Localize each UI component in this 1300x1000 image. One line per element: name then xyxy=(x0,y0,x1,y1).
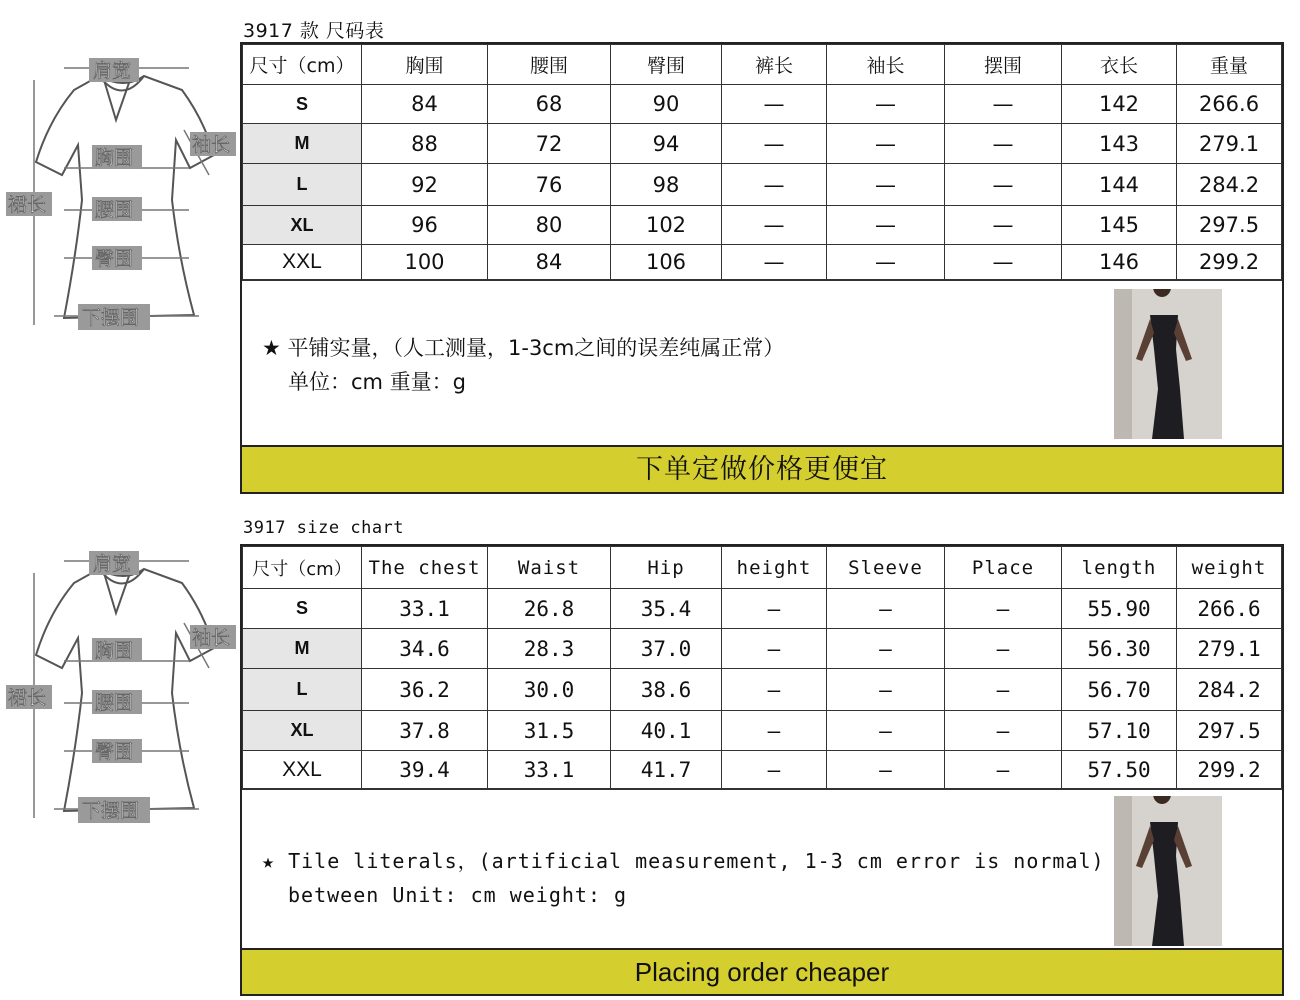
value-cell: — xyxy=(945,629,1062,669)
label-sleeve: 袖长 xyxy=(192,627,231,649)
value-cell: 297.5 xyxy=(1177,711,1282,751)
value-cell: — xyxy=(722,164,827,206)
value-cell: 299.2 xyxy=(1177,245,1282,280)
value-cell: — xyxy=(945,711,1062,751)
value-cell: — xyxy=(722,206,827,245)
header-chest: 胸围 xyxy=(362,45,488,85)
size-cell: XL xyxy=(243,206,362,245)
header-hip: 臀围 xyxy=(611,45,722,85)
value-cell: — xyxy=(827,669,945,711)
header-weight: weight xyxy=(1177,547,1282,589)
label-waist: 腰围 xyxy=(95,692,134,714)
table-header-row xyxy=(243,45,1282,85)
value-cell: 39.4 xyxy=(362,751,488,789)
dress-sketch xyxy=(4,543,240,873)
label-hem: 下摆围 xyxy=(82,800,140,822)
value-cell: 144 xyxy=(1062,164,1177,206)
value-cell: 90 xyxy=(611,85,722,124)
label-hem: 下摆围 xyxy=(82,307,140,329)
note-line-1: ★ 平铺实量，（人工测量，1-3cm之间的误差纯属正常） xyxy=(262,336,785,360)
value-cell: 145 xyxy=(1062,206,1177,245)
value-cell: 31.5 xyxy=(488,711,611,751)
measurement-note xyxy=(242,280,1282,445)
label-waist: 腰围 xyxy=(95,199,134,221)
value-cell: — xyxy=(827,751,945,789)
value-cell: — xyxy=(945,589,1062,629)
value-cell: — xyxy=(827,245,945,280)
size-cell: S xyxy=(243,85,362,124)
table-row xyxy=(243,589,1282,629)
header-size: 尺寸（cm） xyxy=(243,45,362,85)
value-cell: 299.2 xyxy=(1177,751,1282,789)
value-cell: 100 xyxy=(362,245,488,280)
label-hip: 臀围 xyxy=(95,741,134,763)
value-cell: — xyxy=(945,751,1062,789)
table-row xyxy=(243,85,1282,124)
value-cell: 96 xyxy=(362,206,488,245)
header-waist: Waist xyxy=(488,547,611,589)
value-cell: — xyxy=(827,629,945,669)
note-line-2: 单位：cm 重量：g xyxy=(288,370,467,394)
promo-banner: 下单定做价格更便宜 xyxy=(242,445,1282,492)
header-sleeve: Sleeve xyxy=(827,547,945,589)
value-cell: 26.8 xyxy=(488,589,611,629)
value-cell: 92 xyxy=(362,164,488,206)
size-table xyxy=(242,546,1282,789)
value-cell: — xyxy=(945,164,1062,206)
value-cell: 38.6 xyxy=(611,669,722,711)
value-cell: — xyxy=(945,206,1062,245)
value-cell: 266.6 xyxy=(1177,85,1282,124)
label-length: 裙长 xyxy=(8,687,47,709)
value-cell: 72 xyxy=(488,124,611,164)
value-cell: — xyxy=(722,711,827,751)
value-cell: — xyxy=(945,669,1062,711)
header-length: 衣长 xyxy=(1062,45,1177,85)
value-cell: 143 xyxy=(1062,124,1177,164)
header-sleeve: 袖长 xyxy=(827,45,945,85)
value-cell: 56.30 xyxy=(1062,629,1177,669)
table-row xyxy=(243,669,1282,711)
value-cell: 40.1 xyxy=(611,711,722,751)
note-line-2: between Unit: cm weight: g xyxy=(288,883,628,907)
label-chest: 胸围 xyxy=(95,640,134,662)
garment-diagram xyxy=(4,543,240,873)
value-cell: — xyxy=(722,751,827,789)
header-waist: 腰围 xyxy=(488,45,611,85)
value-cell: 55.90 xyxy=(1062,589,1177,629)
value-cell: 57.50 xyxy=(1062,751,1177,789)
value-cell: 34.6 xyxy=(362,629,488,669)
size-cell: XL xyxy=(243,711,362,751)
value-cell: — xyxy=(827,589,945,629)
size-cell: S xyxy=(243,589,362,629)
value-cell: — xyxy=(827,164,945,206)
measurement-note xyxy=(242,789,1282,948)
value-cell: 37.0 xyxy=(611,629,722,669)
table-row xyxy=(243,206,1282,245)
chart-title: 3917 款 尺码表 xyxy=(243,20,385,42)
value-cell: — xyxy=(722,124,827,164)
table-row xyxy=(243,245,1282,280)
value-cell: 28.3 xyxy=(488,629,611,669)
value-cell: 76 xyxy=(488,164,611,206)
label-length: 裙长 xyxy=(8,194,47,216)
table-row xyxy=(243,751,1282,789)
value-cell: — xyxy=(827,711,945,751)
value-cell: — xyxy=(722,589,827,629)
value-cell: 33.1 xyxy=(488,751,611,789)
note-text xyxy=(262,844,1105,912)
value-cell: — xyxy=(827,85,945,124)
size-cell: L xyxy=(243,669,362,711)
value-cell: 56.70 xyxy=(1062,669,1177,711)
value-cell: 146 xyxy=(1062,245,1177,280)
value-cell: 84 xyxy=(362,85,488,124)
value-cell: 35.4 xyxy=(611,589,722,629)
size-cell: M xyxy=(243,124,362,164)
value-cell: 106 xyxy=(611,245,722,280)
label-shoulder: 肩宽 xyxy=(93,60,132,82)
value-cell: 68 xyxy=(488,85,611,124)
header-pants-length: 裤长 xyxy=(722,45,827,85)
label-sleeve: 袖长 xyxy=(192,134,231,156)
value-cell: 33.1 xyxy=(362,589,488,629)
value-cell: 94 xyxy=(611,124,722,164)
header-weight: 重量 xyxy=(1177,45,1282,85)
value-cell: 80 xyxy=(488,206,611,245)
value-cell: 279.1 xyxy=(1177,124,1282,164)
value-cell: 284.2 xyxy=(1177,669,1282,711)
value-cell: 98 xyxy=(611,164,722,206)
value-cell: 30.0 xyxy=(488,669,611,711)
note-text xyxy=(262,331,784,399)
value-cell: — xyxy=(722,629,827,669)
value-cell: 41.7 xyxy=(611,751,722,789)
value-cell: 37.8 xyxy=(362,711,488,751)
value-cell: — xyxy=(722,245,827,280)
table-row xyxy=(243,629,1282,669)
size-table xyxy=(242,44,1282,280)
value-cell: 297.5 xyxy=(1177,206,1282,245)
value-cell: 279.1 xyxy=(1177,629,1282,669)
value-cell: 57.10 xyxy=(1062,711,1177,751)
value-cell: 84 xyxy=(488,245,611,280)
table-row xyxy=(243,711,1282,751)
header-height: height xyxy=(722,547,827,589)
value-cell: 88 xyxy=(362,124,488,164)
header-hip: Hip xyxy=(611,547,722,589)
size-table-sheet xyxy=(240,42,1284,494)
dress-sketch xyxy=(4,50,240,380)
value-cell: 36.2 xyxy=(362,669,488,711)
label-hip: 臀围 xyxy=(95,248,134,270)
size-table-sheet xyxy=(240,544,1284,996)
size-cell: M xyxy=(243,629,362,669)
note-line-1: ★ Tile literals，(artificial measurement, 1-3 cm error is normal) xyxy=(262,849,1105,873)
value-cell: 266.6 xyxy=(1177,589,1282,629)
value-cell: — xyxy=(945,85,1062,124)
header-hem: 摆围 xyxy=(945,45,1062,85)
header-place: Place xyxy=(945,547,1062,589)
header-size: 尺寸（cm） xyxy=(243,547,362,589)
value-cell: 142 xyxy=(1062,85,1177,124)
value-cell: — xyxy=(722,669,827,711)
header-length: length xyxy=(1062,547,1177,589)
promo-banner: Placing order cheaper xyxy=(242,948,1282,994)
value-cell: — xyxy=(945,245,1062,280)
value-cell: — xyxy=(827,206,945,245)
table-row xyxy=(243,164,1282,206)
value-cell: — xyxy=(722,85,827,124)
product-photo xyxy=(1114,289,1222,439)
table-header-row xyxy=(243,547,1282,589)
chart-title: 3917 size chart xyxy=(243,518,405,538)
header-chest: The chest xyxy=(362,547,488,589)
garment-diagram xyxy=(4,50,240,380)
value-cell: — xyxy=(827,124,945,164)
product-photo xyxy=(1114,796,1222,946)
size-cell: XXL xyxy=(243,245,362,280)
label-chest: 胸围 xyxy=(95,147,134,169)
table-row xyxy=(243,124,1282,164)
value-cell: 284.2 xyxy=(1177,164,1282,206)
label-shoulder: 肩宽 xyxy=(93,553,132,575)
value-cell: — xyxy=(945,124,1062,164)
size-cell: XXL xyxy=(243,751,362,789)
size-cell: L xyxy=(243,164,362,206)
value-cell: 102 xyxy=(611,206,722,245)
